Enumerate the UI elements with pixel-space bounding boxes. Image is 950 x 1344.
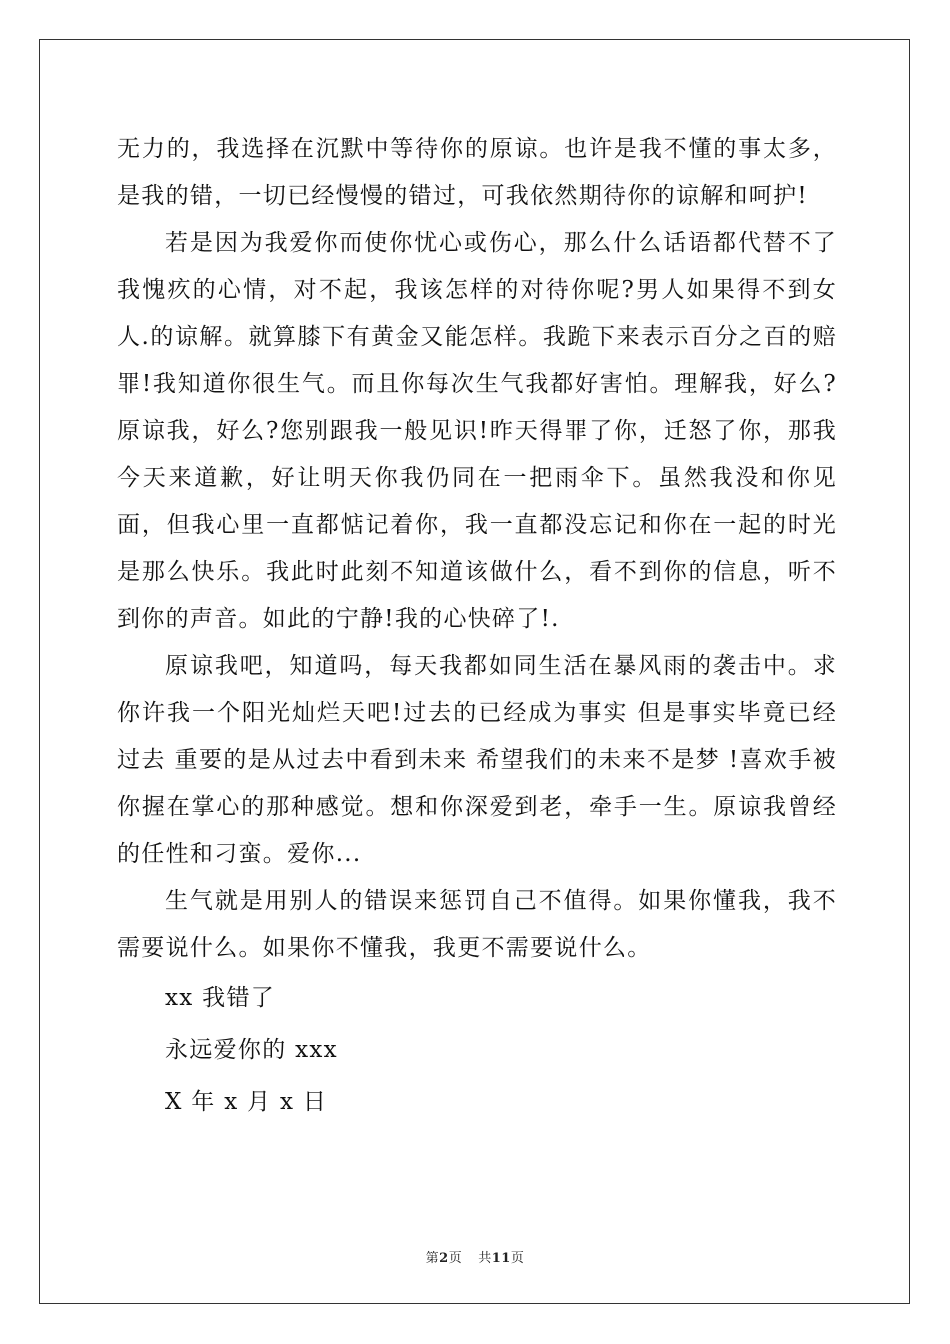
total-prefix: 共 (478, 1251, 492, 1266)
signature-apology: xx 我错了 (165, 985, 276, 1011)
page-current-number: 2 (439, 1251, 449, 1266)
total-suffix: 页 (510, 1251, 525, 1266)
page-total-number: 11 (491, 1251, 511, 1266)
signature-date: X 年 x 月 x 日 (165, 1089, 328, 1115)
paragraph-1: 无力的，我选择在沉默中等待你的原谅。也许是我不懂的事太多，是我的错，一切已经慢慢的错过，可我依然期待你的谅解和呵护! (117, 136, 837, 209)
letter-body (117, 126, 837, 1128)
paragraph-4: 生气就是用别人的错误来惩罚自己不值得。如果你懂我，我不需要说什么。如果你不懂我，我更不需要说什么。 (117, 888, 837, 961)
page-suffix: 页 (448, 1251, 463, 1266)
paragraph-3: 原谅我吧，知道吗，每天我都如同生活在暴风雨的袭击中。求你许我一个阳光灿烂天吧!过去的已经成为事实 但是事实毕竟已经过去 重要的是从过去中看到未来 希望我们的未来不是梦 !喜欢手被你握在掌心的那种感觉。想和你深爱到老，牵手一生。原谅我曾经的任性和刁蛮。爱你... (117, 653, 837, 867)
page-footer (0, 1247, 950, 1266)
signature-name: 永远爱你的 xxx (165, 1037, 338, 1063)
page-prefix: 第 (425, 1251, 440, 1266)
paragraph-2: 若是因为我爱你而使你忧心或伤心，那么什么话语都代替不了我愧疚的心情，对不起，我该怎样的对待你呢?男人如果得不到女人.的谅解。就算膝下有黄金又能怎样。我跪下来表示百分之百的赔罪!我知道你很生气。而且你每次生气我都好害怕。理解我，好么?原谅我，好么?您别跟我一般见识!昨天得罪了你，迁怒了你，那我今天来道歉，好让明天你我仍同在一把雨伞下。虽然我没和你见面，但我心里一直都惦记着你，我一直都没忘记和你在一起的时光是那么快乐。我此时此刻不知道该做什么，看不到你的信息，听不到你的声音。如此的宁静!我的心快碎了!. (117, 230, 837, 632)
